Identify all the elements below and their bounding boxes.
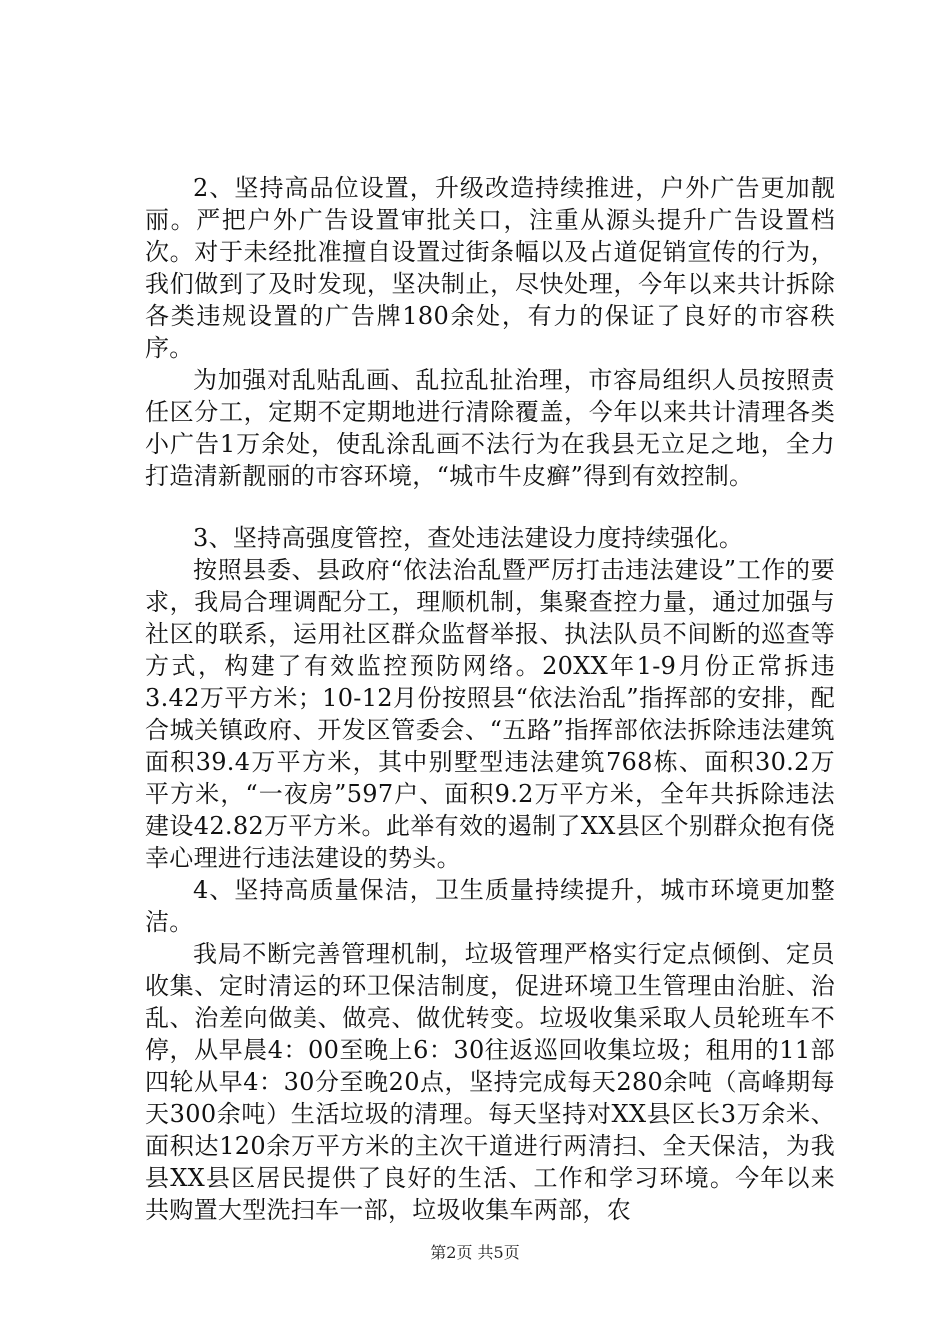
paragraph-sanitation: 我局不断完善管理机制，垃圾管理严格实行定点倾倒、定员收集、定时清运的环卫保洁制度，促进环境卫生管理由治脏、治乱、治差向做美、做亮、做优转变。垃圾收集采取人员轮班车不停，从早晨4：00至晚上6：30往返巡回收集垃圾；租用的11部四轮从早4：30分至晚20点，坚持完成每天280余吨（高峰期每天300余吨）生活垃圾的清理。每天坚持对XX县区长3万余米、面积达120余万平方米的主次干道进行两清扫、全天保洁，为我县XX县区居民提供了良好的生活、工作和学习环境。今年以来共购置大型洗扫车一部，垃圾收集车两部，农 [145,940,835,1224]
page-footer: 第2页 共5页 [430,1243,520,1262]
paragraph-outdoor-ads: 2、坚持高品位设置，升级改造持续推进，户外广告更加靓丽。严把户外广告设置审批关口，注重从源头提升广告设置档次。对于未经批准擅自设置过街条幅以及占道促销宣传的行为，我们做到了及时发现，坚决制止，尽快处理，今年以来共计拆除各类违规设置的广告牌180余处，有力的保证了良好的市容秩序。 [145,174,835,362]
paragraph-illegal-construction: 按照县委、县政府“依法治乱暨严厉打击违法建设”工作的要求，我局合理调配分工，理顺机制，集聚查控力量，通过加强与社区的联系，运用社区群众监督举报、执法队员不间断的巡查等方式，构建了有效监控预防网络。20XX年1-9月份正常拆违3.42万平方米；10-12月份按照县“依法治乱”指挥部的安排，配合城关镇政府、开发区管委会、“五路”指挥部依法拆除违法建筑面积39.4万平方米，其中别墅型违法建筑768栋、面积30.2万平方米，“一夜房”597户、面积9.2万平方米，全年共拆除违法建设42.82万平方米。此举有效的遏制了XX县区个别群众抱有侥幸心理进行违法建设的势头。 [145,556,835,872]
paragraph-sanitation-heading: 4、坚持高质量保洁，卫生质量持续提升，城市环境更加整洁。 [145,876,835,936]
paragraph-illegal-construction-heading: 3、坚持高强度管控，查处违法建设力度持续强化。 [193,524,744,552]
paragraph-small-ads-cleanup: 为加强对乱贴乱画、乱拉乱扯治理，市容局组织人员按照责任区分工，定期不定期地进行清除覆盖，今年以来共计清理各类小广告1万余处，使乱涂乱画不法行为在我县无立足之地，全力打造清新靓丽的市容环境，“城市牛皮癣”得到有效控制。 [145,366,835,490]
document-body [145,172,835,1226]
paragraph-spacer [145,492,835,522]
